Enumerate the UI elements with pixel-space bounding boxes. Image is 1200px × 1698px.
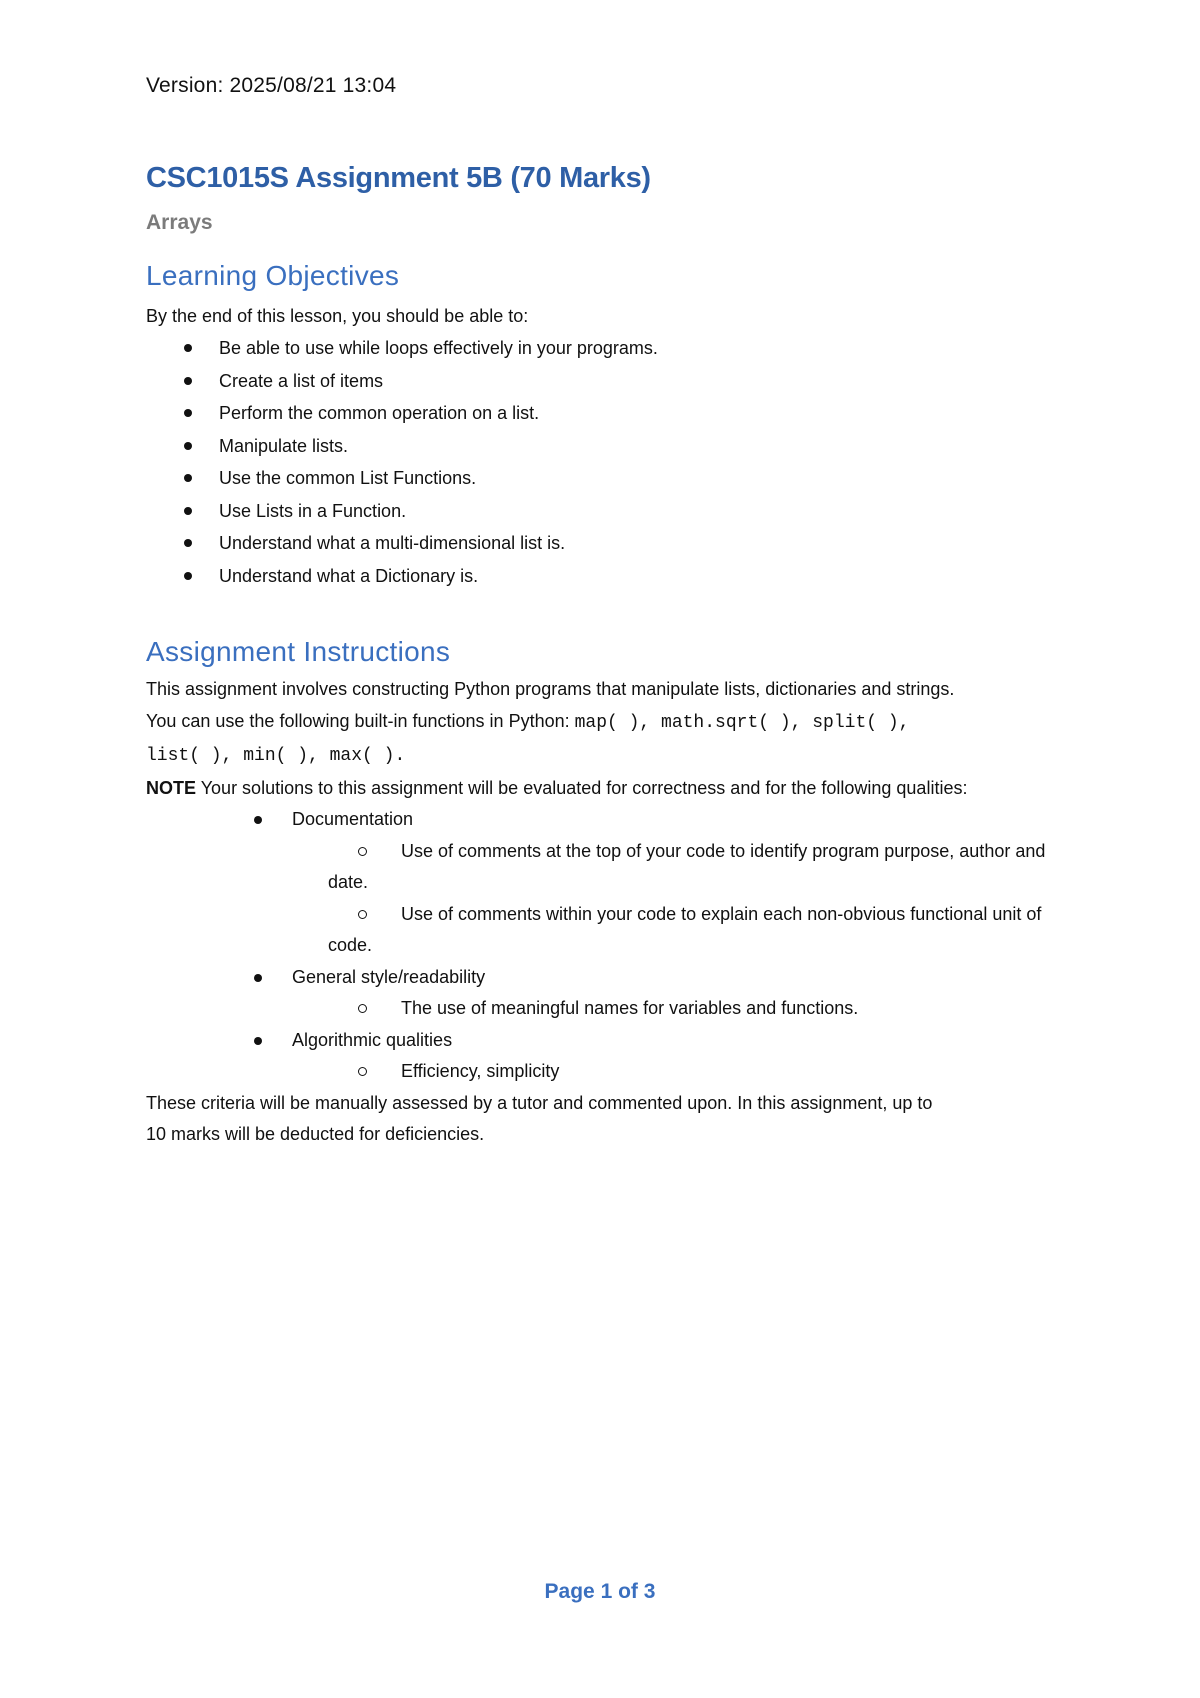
- document-title: CSC1015S Assignment 5B (70 Marks): [146, 162, 651, 194]
- learning-objectives-heading: Learning Objectives: [146, 260, 400, 291]
- bullet-icon: [254, 816, 262, 824]
- assignment-instructions-heading: Assignment Instructions: [146, 636, 451, 667]
- list-item: Manipulate lists.: [146, 430, 1061, 463]
- list-item: Use Lists in a Function.: [146, 495, 1061, 528]
- criteria-item-algorithmic: Algorithmic qualities Efficiency, simplicity: [146, 1025, 1061, 1088]
- circle-bullet-icon: [358, 910, 367, 919]
- bullet-icon: [184, 442, 192, 450]
- list-item: Understand what a Dictionary is.: [146, 560, 1061, 593]
- bullet-icon: [184, 409, 192, 417]
- sub-list-item: Use of comments at the top of your code to identify program purpose, author and date.: [328, 840, 1046, 892]
- bullet-icon: [184, 539, 192, 547]
- list-item: Perform the common operation on a list.: [146, 397, 1061, 430]
- bullet-icon: [184, 474, 192, 482]
- note-text: Your solutions to this assignment will be evaluated for correctness and for the following qualities:: [196, 777, 968, 798]
- bullet-icon: [184, 507, 192, 515]
- learning-objectives-intro: By the end of this lesson, you should be able to:: [146, 306, 529, 326]
- sub-list: [292, 836, 1061, 962]
- criteria-item-documentation: Documentation Use of comments at the top of your code to identify program purpose, author and date. Use of comments within your code to explain each non-obvious functional unit of code.: [146, 804, 1061, 962]
- bullet-icon: [254, 974, 262, 982]
- note-paragraph: [146, 773, 1061, 805]
- sub-list-item: Efficiency, simplicity: [328, 1056, 1061, 1088]
- sub-list-item: The use of meaningful names for variables and functions.: [328, 993, 1061, 1025]
- version-header: Version: 2025/08/21 13:04: [146, 74, 397, 97]
- list-item: Use the common List Functions.: [146, 462, 1061, 495]
- bullet-icon: [254, 1037, 262, 1045]
- list-item: Understand what a multi-dimensional list is.: [146, 527, 1061, 560]
- closing-paragraph: These criteria will be manually assessed by a tutor and commented upon. In this assignment, up to 10 marks will be deducted for deficiencies.: [146, 1092, 933, 1144]
- circle-bullet-icon: [358, 847, 367, 856]
- functions-list-line1: map( ), math.sqrt( ), split( ),: [574, 712, 910, 733]
- note-label: NOTE: [146, 777, 197, 798]
- criteria-list: [146, 804, 1061, 1088]
- bullet-icon: [184, 377, 192, 385]
- functions-list-line2: list( ), min( ), max( ).: [146, 746, 406, 766]
- circle-bullet-icon: [358, 1004, 367, 1013]
- sub-list: [292, 1056, 1061, 1088]
- document-body: [146, 158, 1061, 1151]
- circle-bullet-icon: [358, 1067, 367, 1076]
- sub-list: [292, 993, 1061, 1025]
- bullet-icon: [184, 572, 192, 580]
- criteria-item-style: General style/readability The use of meaningful names for variables and functions.: [146, 962, 1061, 1025]
- document-subtitle: Arrays: [146, 211, 213, 234]
- list-item: Create a list of items: [146, 365, 1061, 398]
- sub-list-item: Use of comments within your code to explain each non-obvious functional unit of code.: [328, 903, 1042, 955]
- builtin-functions-paragraph: You can use the following built-in functions in Python: map( ), math.sqrt( ), split( ), list( ), min( ), max( ).: [146, 710, 910, 766]
- instructions-paragraph: This assignment involves constructing Python programs that manipulate lists, dictionaries and strings.: [146, 679, 955, 699]
- list-item: Be able to use while loops effectively in your programs.: [146, 332, 1061, 365]
- page-number: Page 1 of 3: [544, 1580, 656, 1603]
- bullet-icon: [184, 344, 192, 352]
- learning-objectives-list: [146, 332, 1061, 592]
